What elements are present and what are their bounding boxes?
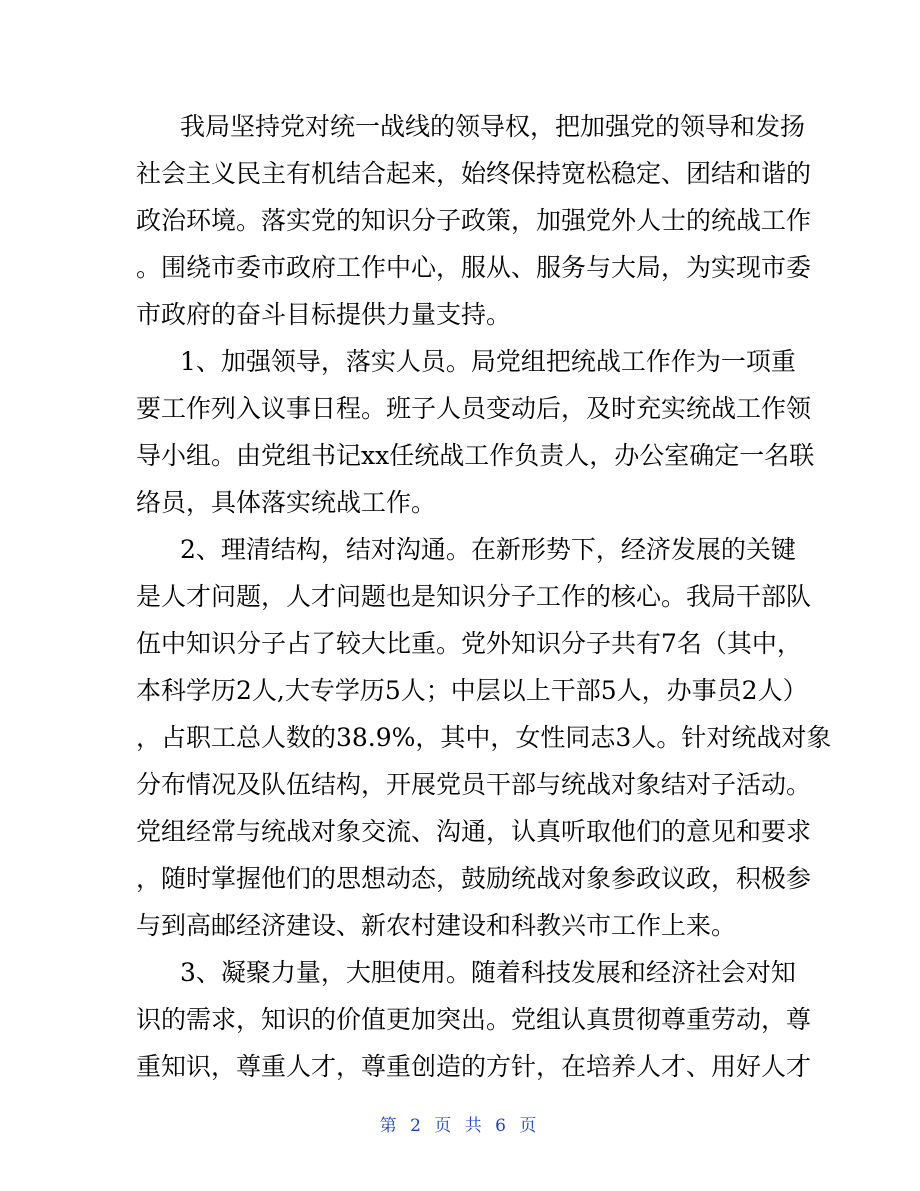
paragraph-3-line-2: 是人才问题，人才问题也是知识分子工作的核心。我局干部队 xyxy=(136,582,812,611)
paragraph-4-line-1: 3、凝聚力量，大胆使用。随着科技发展和经济社会对知 xyxy=(180,958,796,987)
paragraph-2-line-2: 要工作列入议事日程。班子人员变动后，及时充实统战工作领 xyxy=(136,394,812,423)
document-body xyxy=(136,103,832,1090)
paragraph-3-line-8: ，随时掌握他们的思想动态，鼓励统战对象参政议政，积极参 xyxy=(136,864,812,893)
paragraph-2-line-1: 1、加强领导，落实人员。局党组把统战工作作为一项重 xyxy=(180,347,796,376)
paragraph-1-line-4: 。围绕市委市政府工作中心，服从、服务与大局，为实现市委 xyxy=(136,253,812,282)
paragraph-3-line-5: ，占职工总人数的38.9%，其中，女性同志3人。针对统战对象 xyxy=(136,723,832,752)
paragraph-4-line-2: 识的需求，知识的价值更加突出。党组认真贯彻尊重劳动，尊 xyxy=(136,1005,812,1034)
paragraph-3-line-3: 伍中知识分子占了较大比重。党外知识分子共有7名（其中， xyxy=(136,629,802,658)
paragraph-3-line-7: 党组经常与统战对象交流、沟通，认真听取他们的意见和要求 xyxy=(136,817,812,846)
paragraph-2-line-4: 络员，具体落实统战工作。 xyxy=(136,488,437,517)
paragraph-2-line-3: 导小组。由党组书记xx任统战工作负责人，办公室确定一名联 xyxy=(136,441,815,470)
paragraph-3-line-6: 分布情况及队伍结构，开展党员干部与统战对象结对子活动。 xyxy=(136,770,812,799)
page-number-footer: 第 2 页 共 6 页 xyxy=(379,1116,541,1136)
paragraph-1-line-1: 我局坚持党对统一战线的领导权，把加强党的领导和发扬 xyxy=(180,112,806,141)
paragraph-3-line-1: 2、理清结构，结对沟通。在新形势下，经济发展的关键 xyxy=(180,535,796,564)
paragraph-1-line-3: 政治环境。落实党的知识分子政策，加强党外人士的统战工作 xyxy=(136,206,812,235)
paragraph-3-line-9: 与到高邮经济建设、新农村建设和科教兴市工作上来。 xyxy=(136,911,737,940)
paragraph-3-line-4: 本科学历2人,大专学历5人；中层以上干部5人，办事员2人） xyxy=(136,676,808,705)
paragraph-1-line-5: 市政府的奋斗目标提供力量支持。 xyxy=(136,300,512,329)
paragraph-1-line-2: 社会主义民主有机结合起来，始终保持宽松稳定、团结和谐的 xyxy=(136,159,812,188)
paragraph-4-line-3: 重知识，尊重人才，尊重创造的方针，在培养人才、用好人才 xyxy=(136,1052,812,1081)
